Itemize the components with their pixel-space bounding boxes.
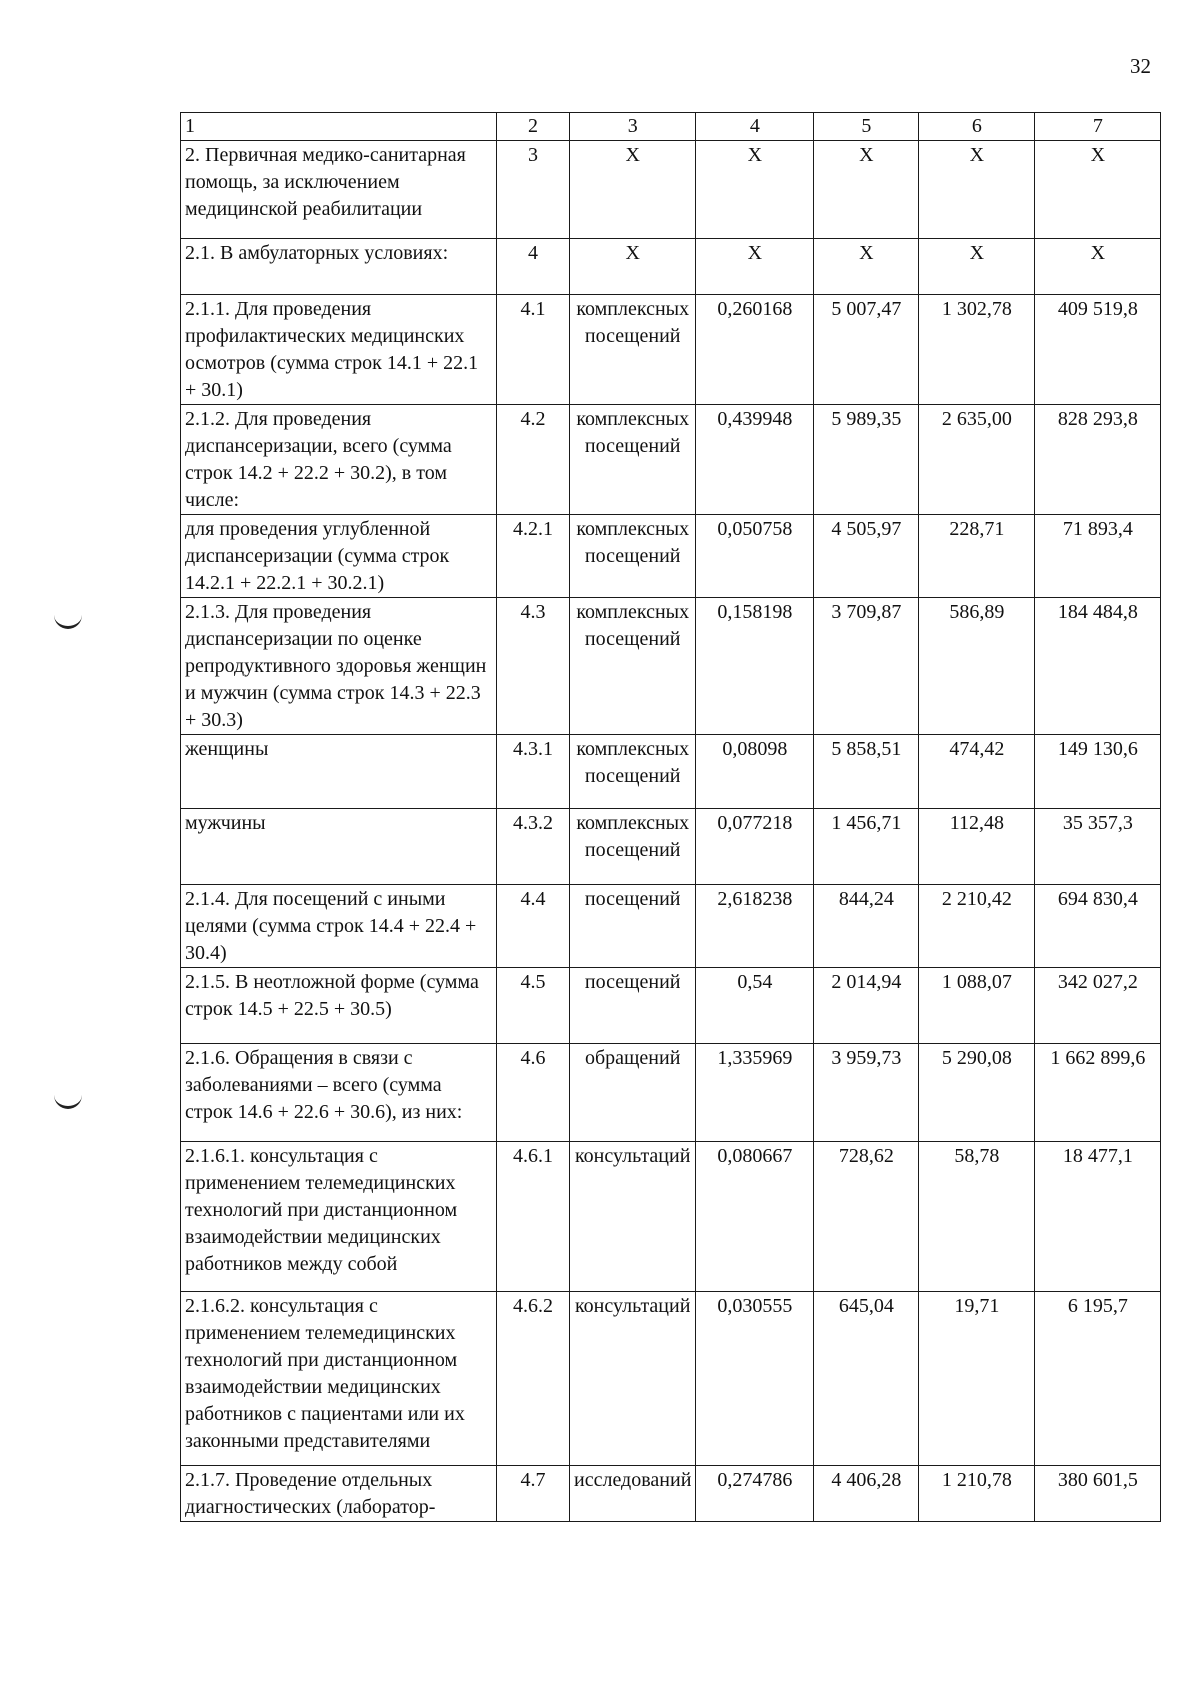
table-cell: 4.2 xyxy=(497,405,570,515)
table-cell: 828 293,8 xyxy=(1035,405,1161,515)
table-cell: 0,080667 xyxy=(696,1142,814,1292)
table-cell: 694 830,4 xyxy=(1035,885,1161,968)
table-cell: X xyxy=(696,239,814,295)
table-cell: 2. Первичная медико-санитарная помощь, за исключением медицинской реабилитации xyxy=(181,141,497,239)
table-cell: 2.1.5. В неотложной форме (сумма строк 14.5 + 22.5 + 30.5) xyxy=(181,968,497,1044)
table-row xyxy=(181,515,1161,598)
table-cell: 0,077218 xyxy=(696,809,814,885)
table-cell: 58,78 xyxy=(919,1142,1035,1292)
table-cell: X xyxy=(1035,141,1161,239)
table-cell: X xyxy=(570,141,696,239)
table-cell: 35 357,3 xyxy=(1035,809,1161,885)
table-cell: комплексных посещений xyxy=(570,405,696,515)
table-cell: 1 210,78 xyxy=(919,1466,1035,1522)
table-cell: 6 195,7 xyxy=(1035,1292,1161,1466)
table-cell: комплексных посещений xyxy=(570,735,696,809)
column-header: 6 xyxy=(919,113,1035,141)
table-cell: X xyxy=(1035,239,1161,295)
table-cell: X xyxy=(814,239,919,295)
table-cell: 0,274786 xyxy=(696,1466,814,1522)
table-row xyxy=(181,1466,1161,1522)
table-cell: 1 456,71 xyxy=(814,809,919,885)
table-cell: 184 484,8 xyxy=(1035,598,1161,735)
table-cell: 4.3.2 xyxy=(497,809,570,885)
table-cell: 18 477,1 xyxy=(1035,1142,1161,1292)
table-cell: консультаций xyxy=(570,1292,696,1466)
table-cell: 2.1.6.1. консультация с применением телемедицинских технологий при дистанционном взаимодействии медицинских работников между собой xyxy=(181,1142,497,1292)
table-cell: 4.3 xyxy=(497,598,570,735)
table-cell: 4.3.1 xyxy=(497,735,570,809)
table-cell: 5 007,47 xyxy=(814,295,919,405)
table-cell: 645,04 xyxy=(814,1292,919,1466)
margin-mark xyxy=(54,612,82,629)
table-row xyxy=(181,141,1161,239)
data-table xyxy=(180,112,1161,1522)
table-cell: 2 210,42 xyxy=(919,885,1035,968)
table-cell: 474,42 xyxy=(919,735,1035,809)
table-cell: комплексных посещений xyxy=(570,809,696,885)
table-cell: X xyxy=(696,141,814,239)
table-cell: X xyxy=(919,141,1035,239)
table-cell: 0,260168 xyxy=(696,295,814,405)
table-cell: 409 519,8 xyxy=(1035,295,1161,405)
table-cell: 342 027,2 xyxy=(1035,968,1161,1044)
table-cell: X xyxy=(814,141,919,239)
table-cell: 4.2.1 xyxy=(497,515,570,598)
table-cell: мужчины xyxy=(181,809,497,885)
table-cell: 0,54 xyxy=(696,968,814,1044)
table-cell: комплексных посещений xyxy=(570,515,696,598)
column-header: 7 xyxy=(1035,113,1161,141)
table-row xyxy=(181,968,1161,1044)
table-row xyxy=(181,405,1161,515)
table-cell: X xyxy=(919,239,1035,295)
column-header: 4 xyxy=(696,113,814,141)
table-cell: 3 959,73 xyxy=(814,1044,919,1142)
table-cell: 0,439948 xyxy=(696,405,814,515)
table-cell: посещений xyxy=(570,885,696,968)
table-cell: 4 505,97 xyxy=(814,515,919,598)
table-cell: 2 014,94 xyxy=(814,968,919,1044)
column-header: 3 xyxy=(570,113,696,141)
table-cell: 112,48 xyxy=(919,809,1035,885)
table-body xyxy=(181,113,1161,1522)
table-row xyxy=(181,1044,1161,1142)
table-cell: 0,030555 xyxy=(696,1292,814,1466)
table-cell: 4.6 xyxy=(497,1044,570,1142)
table-cell: 4 xyxy=(497,239,570,295)
table-cell: 1 662 899,6 xyxy=(1035,1044,1161,1142)
table-cell: 3 xyxy=(497,141,570,239)
table-row xyxy=(181,885,1161,968)
table-cell: 149 130,6 xyxy=(1035,735,1161,809)
table-cell: исследований xyxy=(570,1466,696,1522)
table-cell: 5 290,08 xyxy=(919,1044,1035,1142)
table-cell: 844,24 xyxy=(814,885,919,968)
table-cell: комплексных посещений xyxy=(570,295,696,405)
table-cell: 586,89 xyxy=(919,598,1035,735)
table-cell: 19,71 xyxy=(919,1292,1035,1466)
table-cell: 2.1.4. Для посещений с иными целями (сумма строк 14.4 + 22.4 + 30.4) xyxy=(181,885,497,968)
table-row xyxy=(181,809,1161,885)
table-cell: 4.6.1 xyxy=(497,1142,570,1292)
table-cell: 4.4 xyxy=(497,885,570,968)
table-cell: 3 709,87 xyxy=(814,598,919,735)
table-cell: комплексных посещений xyxy=(570,598,696,735)
table-cell: 0,158198 xyxy=(696,598,814,735)
table-cell: 228,71 xyxy=(919,515,1035,598)
table-cell: 1 302,78 xyxy=(919,295,1035,405)
table-cell: 2.1.7. Проведение отдельных диагностических (лаборатор- xyxy=(181,1466,497,1522)
table-cell: 4.1 xyxy=(497,295,570,405)
column-header: 2 xyxy=(497,113,570,141)
table-cell: для проведения углубленной диспансеризации (сумма строк 14.2.1 + 22.2.1 + 30.2.1) xyxy=(181,515,497,598)
table-cell: 380 601,5 xyxy=(1035,1466,1161,1522)
table-cell: 71 893,4 xyxy=(1035,515,1161,598)
table-cell: 5 858,51 xyxy=(814,735,919,809)
table-cell: 4.7 xyxy=(497,1466,570,1522)
table-cell: обращений xyxy=(570,1044,696,1142)
table-cell: женщины xyxy=(181,735,497,809)
table-cell: консультаций xyxy=(570,1142,696,1292)
table-row xyxy=(181,1292,1161,1466)
table-cell: X xyxy=(570,239,696,295)
table-cell: посещений xyxy=(570,968,696,1044)
table-cell: 1,335969 xyxy=(696,1044,814,1142)
table-cell: 0,050758 xyxy=(696,515,814,598)
column-header: 1 xyxy=(181,113,497,141)
table-cell: 728,62 xyxy=(814,1142,919,1292)
table-cell: 2.1.2. Для проведения диспансеризации, всего (сумма строк 14.2 + 22.2 + 30.2), в том числе: xyxy=(181,405,497,515)
table-cell: 2.1.6. Обращения в связи с заболеваниями – всего (сумма строк 14.6 + 22.6 + 30.6), из них: xyxy=(181,1044,497,1142)
column-header: 5 xyxy=(814,113,919,141)
table-row xyxy=(181,239,1161,295)
table-cell: 2.1.1. Для проведения профилактических медицинских осмотров (сумма строк 14.1 + 22.1 + 30.1) xyxy=(181,295,497,405)
table-header-row xyxy=(181,113,1161,141)
table-cell: 4.6.2 xyxy=(497,1292,570,1466)
table-row xyxy=(181,735,1161,809)
table-cell: 2.1. В амбулаторных условиях: xyxy=(181,239,497,295)
table-cell: 2.1.6.2. консультация с применением телемедицинских технологий при дистанционном взаимодействии медицинских работников с пациентами или их законными представителями xyxy=(181,1292,497,1466)
table-cell: 4.5 xyxy=(497,968,570,1044)
margin-mark xyxy=(54,1092,82,1109)
table-cell: 5 989,35 xyxy=(814,405,919,515)
table-cell: 0,08098 xyxy=(696,735,814,809)
page-number: 32 xyxy=(1130,54,1151,78)
table-cell: 2 635,00 xyxy=(919,405,1035,515)
table-row xyxy=(181,1142,1161,1292)
table-cell: 2,618238 xyxy=(696,885,814,968)
table-cell: 4 406,28 xyxy=(814,1466,919,1522)
table-row xyxy=(181,295,1161,405)
table-row xyxy=(181,598,1161,735)
table-cell: 1 088,07 xyxy=(919,968,1035,1044)
table-cell: 2.1.3. Для проведения диспансеризации по оценке репродуктивного здоровья женщин и мужчин (сумма строк 14.3 + 22.3 + 30.3) xyxy=(181,598,497,735)
